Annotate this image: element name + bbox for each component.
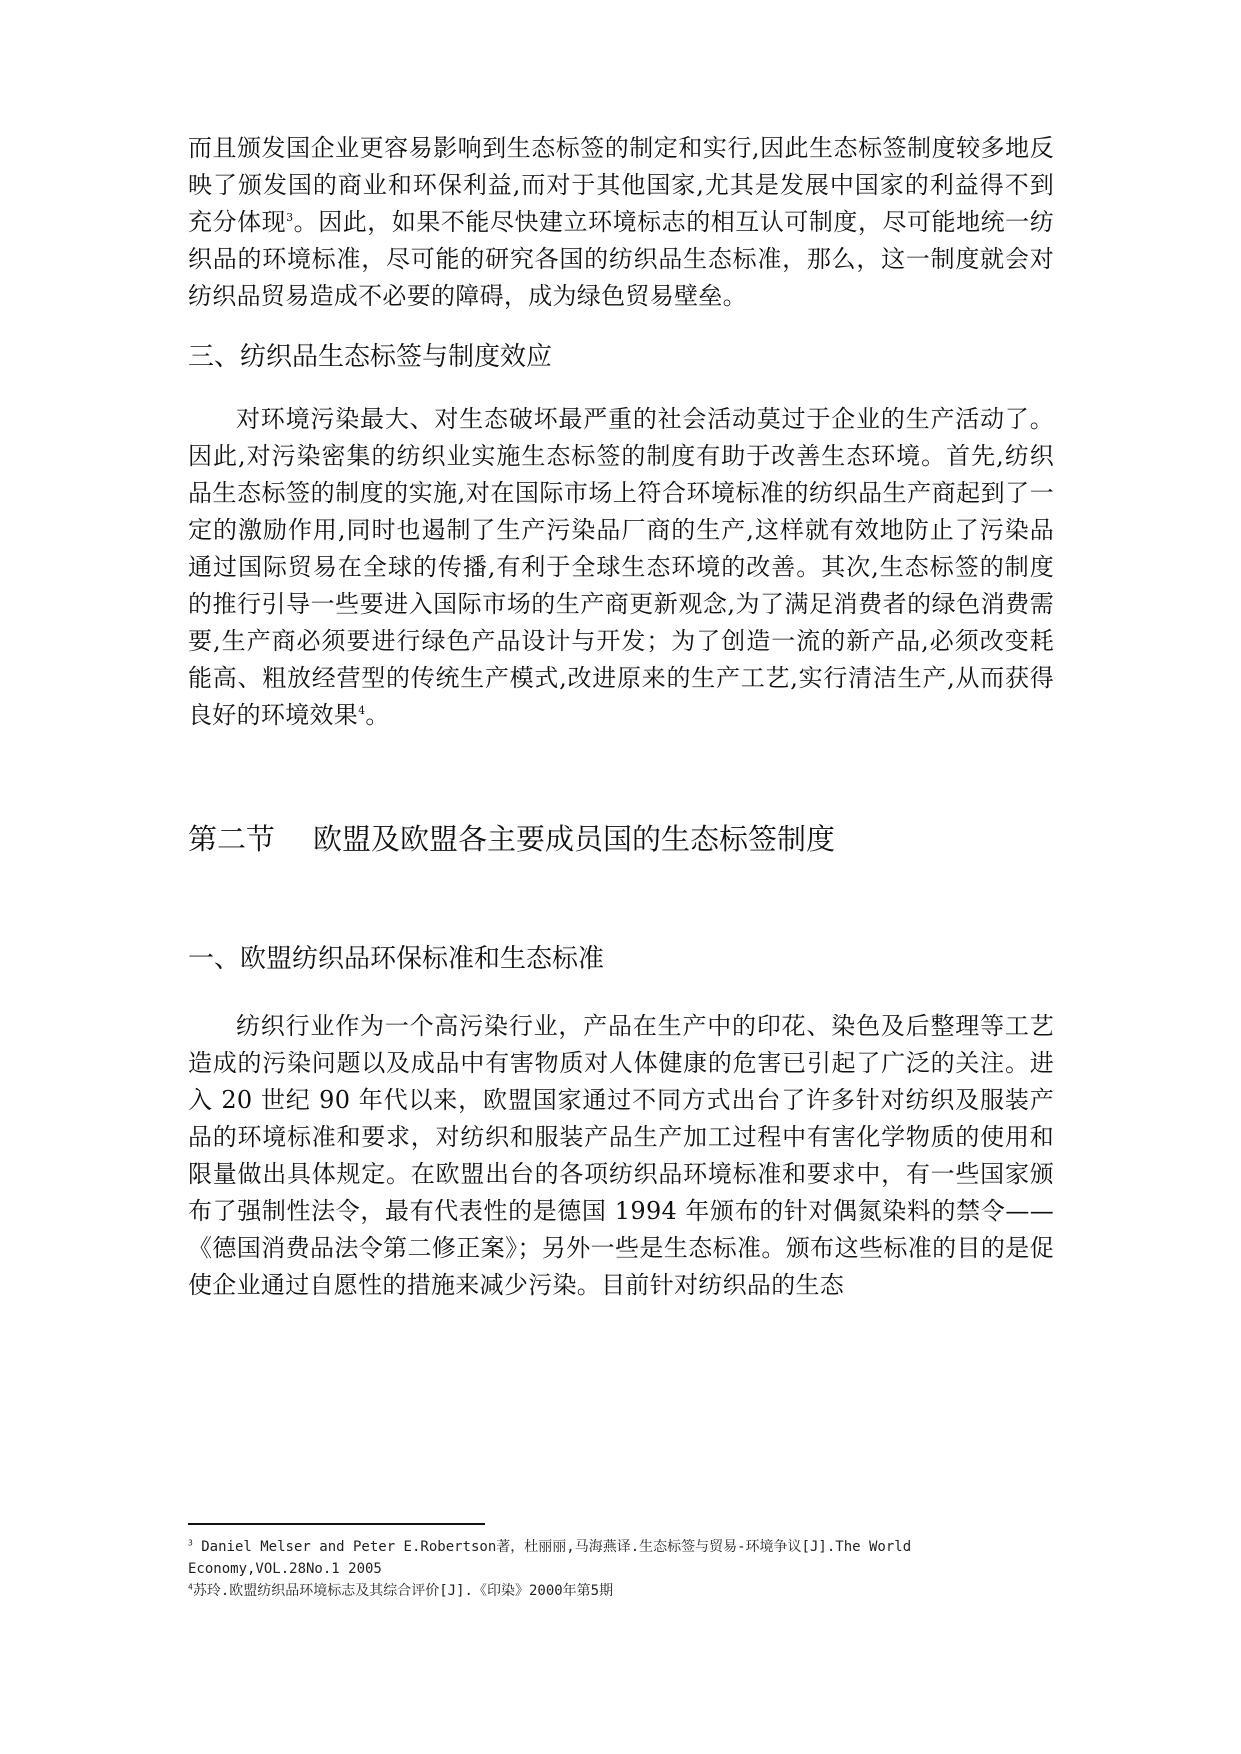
- footnote-ref-4[interactable]: 4: [358, 704, 366, 717]
- footnote-separator: [188, 1523, 485, 1525]
- paragraph-intro: [188, 130, 1054, 315]
- paragraph-eu-standards: 纺织行业作为一个高污染行业，产品在生产中的印花、染色及后整理等工艺造成的污染问题以及成品中有害物质对人体健康的危害已引起了广泛的关注。进入 20 世纪 90 年代以来，欧盟国家通过不同方式出台了许多针对纺织及服装产品的环境标准和要求，对纺织和服装产品生产加工过程中有害化学物质的使用和限量做出具体规定。在欧盟出台的各项纺织品环境标准和要求中，有一些国家颁布了强制性法令，最有代表性的是德国 1994 年颁布的针对偶氮染料的禁令——《德国消费品法令第二修正案》；另外一些是生态标准。颁布这些标准的目的是促使企业通过自愿性的措施来减少污染。目前针对纺织品的生态: [188, 1012, 1054, 1299]
- footnote-ref-3[interactable]: 3: [286, 211, 294, 224]
- footnote-3-text: Daniel Melser and Peter E.Robertson著，杜丽丽,马海燕译.生态标签与贸易-环境争议[J].The World Economy,VOL.28No.1 2005: [188, 1539, 912, 1577]
- paragraph-effects-tail: 。: [365, 701, 390, 729]
- paragraph-intro-tail: 。因此，如果不能尽快建立环境标志的相互认可制度，尽可能地统一纺织品的环境标准，尽可能的研究各国的纺织品生态标准，那么，这一制度就会对纺织品贸易造成不必要的障碍，成为绿色贸易壁垒。: [188, 208, 1054, 310]
- section-heading-three: 三、纺织品生态标签与制度效应: [188, 342, 553, 372]
- footnote-4: [188, 1580, 1054, 1602]
- footnote-4-text: 苏玲.欧盟纺织品环境标志及其综合评价[J].《印染》2000年第5期: [192, 1583, 614, 1599]
- paragraph-intro-text: 而且颁发国企业更容易影响到生态标签的制定和实行,因此生态标签制度较多地反映了颁发国的商业和环保利益,而对于其他国家,尤其是发展中国家的利益得不到充分体现: [188, 134, 1054, 236]
- chapter-label: 第二节: [188, 822, 276, 856]
- footnotes: [188, 1536, 1054, 1602]
- paragraph-effects-text: 对环境污染最大、对生态破坏最严重的社会活动莫过于企业的生产活动了。因此,对污染密集的纺织业实施生态标签的制度有助于改善生态环境。首先,纺织品生态标签的制度的实施,对在国际市场上符合环境标准的纺织品生产商起到了一定的激励作用,同时也遏制了生产污染品厂商的生产,这样就有效地防止了污染品通过国际贸易在全球的传播,有利于全球生态环境的改善。其次,生态标签的制度的推行引导一些要进入国际市场的生产商更新观念,为了满足消费者的绿色消费需要,生产商必须要进行绿色产品设计与开发；为了创造一流的新产品,必须改变耗能高、粗放经营型的传统生产模式,改进原来的生产工艺,实行清洁生产,从而获得良好的环境效果: [188, 405, 1054, 729]
- chapter-heading: [188, 820, 835, 858]
- section-heading-one: 一、欧盟纺织品环保标准和生态标准: [188, 944, 605, 974]
- footnote-3: [188, 1536, 1054, 1580]
- footnote-4-mark: 4: [188, 1582, 193, 1592]
- paragraph-effects: [188, 401, 1054, 734]
- footnote-3-mark: 3: [188, 1538, 193, 1548]
- chapter-title: 欧盟及欧盟各主要成员国的生态标签制度: [313, 822, 836, 856]
